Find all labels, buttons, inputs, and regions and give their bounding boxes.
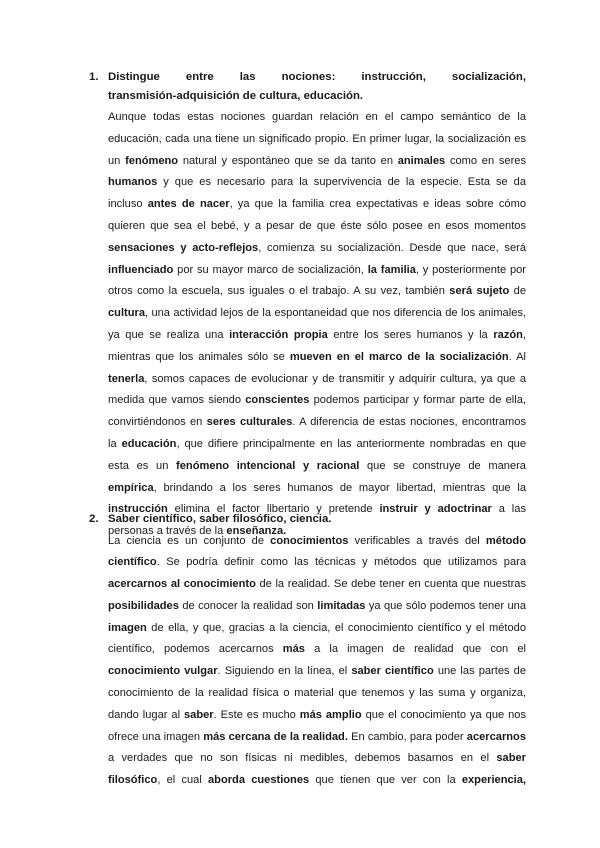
text-run: . A diferencia de estas nociones, encontramos	[292, 416, 527, 429]
section-heading	[89, 510, 526, 529]
text-run: . Al	[508, 350, 526, 363]
text-line	[108, 596, 526, 618]
text-run: , el cual	[157, 774, 209, 787]
text-line	[108, 347, 526, 369]
text-line	[108, 574, 526, 596]
text-run: , que difiere principalmente en las anteriormente nombradas en que	[176, 437, 527, 450]
text-run: como en seres	[445, 154, 527, 167]
bold-term: mueven en el marco de la socialización	[289, 350, 509, 363]
bold-term: saber científico	[351, 665, 434, 678]
text-run: ,	[522, 328, 527, 341]
section-number: 1.	[89, 71, 99, 83]
bold-term: más amplio	[299, 708, 362, 721]
text-run: La ciencia es un conjunto de	[108, 534, 271, 547]
heading-line: Distingue entre las nociones: instrucción, socialización,	[108, 71, 526, 83]
text-run: ya que sólo podemos tener una	[365, 599, 526, 612]
bold-term: científico	[108, 556, 157, 569]
text-run: que tienen que ver con la	[309, 774, 462, 787]
text-run: científico, podemos acercarnos	[108, 643, 283, 656]
heading-line: transmisión-adquisición de cultura, educación.	[108, 89, 364, 102]
text-line	[108, 129, 526, 151]
text-line	[108, 216, 526, 238]
bold-term: cultura	[108, 307, 145, 320]
text-line	[108, 727, 526, 749]
bold-term: enseñanza.	[226, 525, 287, 538]
text-line	[108, 618, 526, 640]
bold-term: acercarnos	[466, 730, 526, 743]
text-run: entre los seres humanos y la	[327, 328, 494, 341]
bold-term: instruir y adoctrinar	[379, 503, 492, 516]
text-run: , brindando a los seres humanos de mayor libertad, mientras que la	[153, 481, 526, 494]
text-run: dando lugar al	[108, 708, 185, 721]
text-run: esta es un	[108, 459, 177, 472]
text-line	[108, 531, 526, 553]
text-run: , somos capaces de evolucionar y de transmitir y adquirir cultura, ya que a	[144, 372, 526, 385]
text-run: , una actividad lejos de la espontaneidad que nos diferencia de los animales,	[145, 307, 526, 320]
bold-term: experiencia,	[461, 774, 526, 787]
text-line	[108, 456, 526, 478]
text-run: a las	[491, 503, 526, 516]
section-heading	[89, 68, 526, 105]
text-run: a la imagen de realidad que con el	[304, 643, 526, 656]
bold-term: instrucción	[108, 503, 168, 516]
text-run: mientras que los animales sólo se	[108, 350, 290, 363]
text-run: , comienza su socialización. Desde que nace, será	[258, 241, 526, 254]
text-line	[108, 260, 526, 282]
text-line	[108, 412, 526, 434]
text-run: otros como la escuela, sus iguales o el trabajo. A su vez, también	[108, 285, 450, 298]
text-run: de conocer la realidad son	[178, 599, 318, 612]
text-run: . Este es mucho	[213, 708, 300, 721]
text-run: incluso	[108, 198, 148, 211]
bold-term: aborda cuestiones	[208, 774, 310, 787]
bold-term: acercarnos al conocimiento	[108, 578, 256, 591]
section-2	[0, 510, 600, 792]
text-run: la	[108, 437, 122, 450]
text-run: elimina el factor libertario y pretende	[167, 503, 380, 516]
text-run: personas a través de la	[108, 525, 227, 538]
bold-term: fenómeno intencional y racional	[176, 459, 360, 472]
bold-term: conscientes	[245, 394, 310, 407]
text-run: de	[509, 285, 527, 298]
text-line	[108, 238, 526, 260]
text-run: , ya que la familia crea expectativas e ideas sobre cómo	[229, 198, 526, 211]
text-run: por su mayor marco de socialización,	[173, 263, 368, 276]
text-line	[108, 552, 526, 574]
bold-term: seres culturales	[206, 416, 293, 429]
bold-term: tenerla	[108, 372, 145, 385]
bold-term: interacción propia	[229, 328, 328, 341]
bold-term: la familia	[367, 263, 416, 276]
text-line	[108, 325, 526, 347]
text-line	[108, 151, 526, 173]
bold-term: razón	[493, 328, 523, 341]
text-run: , y posteriormente por	[415, 263, 526, 276]
bold-term: limitadas	[317, 599, 366, 612]
text-run: un	[108, 154, 126, 167]
text-line	[108, 303, 526, 325]
bold-term: saber	[184, 708, 214, 721]
bold-term: influenciado	[108, 263, 174, 276]
text-line	[108, 281, 526, 303]
text-run: que el conocimiento ya que nos	[361, 708, 526, 721]
text-line	[108, 434, 526, 456]
text-run: verificables a través del	[348, 534, 486, 547]
bold-term: conocimiento vulgar	[108, 665, 218, 678]
text-run: une las partes de	[433, 665, 526, 678]
text-run: a verdades que no son físicas ni medibles, debemos basarnos en el	[108, 752, 497, 765]
bold-term: antes de nacer	[147, 198, 230, 211]
text-line	[108, 194, 526, 216]
heading-line: Saber científico, saber filosófico, ciencia.	[108, 513, 332, 525]
text-line	[108, 478, 526, 500]
bold-term: saber	[496, 752, 526, 765]
bold-term: filosófico	[108, 774, 158, 787]
text-line	[108, 661, 526, 683]
bold-term: posibilidades	[108, 599, 179, 612]
text-run: de ella, y que, gracias a la ciencia, el conocimiento científico y el método	[146, 621, 526, 634]
text-run: ya que se realiza una	[108, 328, 230, 341]
bold-term: humanos	[108, 176, 158, 189]
text-line	[108, 639, 526, 661]
text-run: medida que vamos siendo	[108, 394, 246, 407]
bold-term: más cercana de la realidad.	[203, 730, 348, 743]
text-run: quieren que sea el bebé, y a pesar de que éste sólo posee en esos momentos	[108, 219, 526, 232]
text-run: . Se podría definir como las técnicas y métodos que utilizamos para	[156, 556, 526, 569]
text-line	[108, 770, 526, 792]
text-run: natural y espontáneo que se da tanto en	[178, 154, 398, 167]
text-line	[108, 107, 526, 129]
text-run: y que es necesario para la supervivencia de la especie. Esta se da	[157, 176, 526, 189]
text-line	[108, 748, 526, 770]
bold-term: conocimientos	[270, 534, 349, 547]
text-run: de la realidad. Se debe tener en cuenta que nuestras	[255, 578, 526, 591]
bold-term: educación	[121, 437, 177, 450]
text-run: convirtiéndonos en	[108, 416, 207, 429]
bold-term: será sujeto	[449, 285, 510, 298]
bold-term: método	[485, 534, 526, 547]
text-run: . Siguiendo en la línea, el	[217, 665, 352, 678]
bold-term: más	[282, 643, 305, 656]
text-run: Aunque todas estas nociones guardan relación en el campo semántico de la	[108, 111, 526, 123]
text-run: educación, cada una tiene un significado propio. En primer lugar, la socialización es	[108, 132, 526, 145]
section-number: 2.	[89, 513, 99, 525]
text-run: podemos participar y formar parte de ella,	[309, 394, 526, 407]
section-paragraph	[108, 531, 526, 793]
bold-term: fenómeno	[125, 154, 179, 167]
section-1	[0, 68, 600, 543]
bold-term: animales	[397, 154, 446, 167]
text-run: ofrece una imagen	[108, 730, 204, 743]
text-line	[108, 390, 526, 412]
text-run: que se construye de manera	[359, 459, 526, 472]
text-run: conocimiento de la realidad física o material que tenemos y las suma y organiza,	[108, 687, 526, 700]
bold-term: sensaciones y acto-reflejos	[108, 241, 259, 254]
bold-term: empírica	[108, 481, 154, 494]
text-line	[108, 369, 526, 391]
text-line	[108, 705, 526, 727]
text-line	[108, 172, 526, 194]
text-line	[108, 683, 526, 705]
section-paragraph	[108, 107, 526, 543]
bold-term: imagen	[108, 621, 147, 634]
text-run: En cambio, para poder	[347, 730, 467, 743]
